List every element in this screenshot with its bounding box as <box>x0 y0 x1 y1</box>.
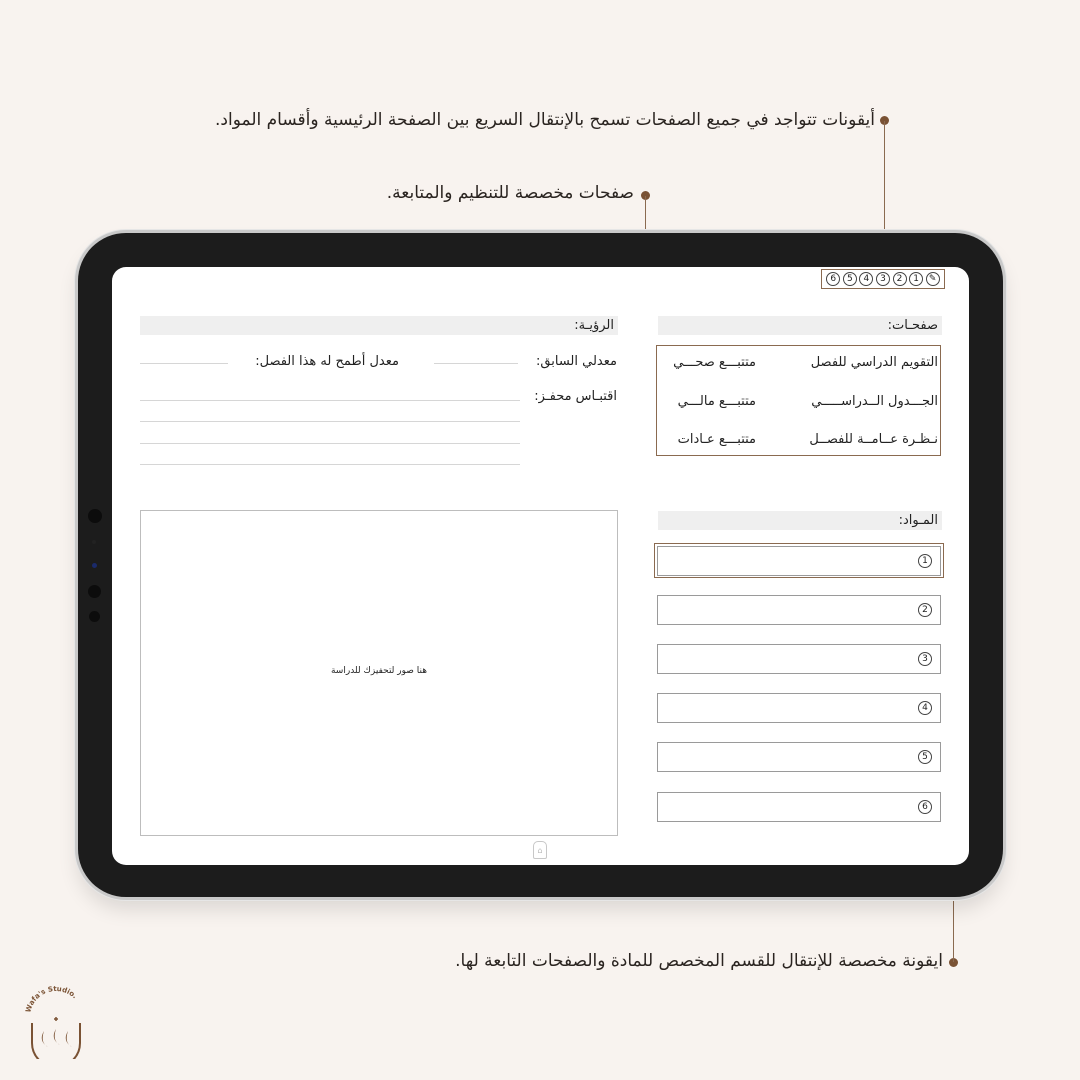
subject-2-icon[interactable]: 2 <box>918 603 932 617</box>
subject-row-1[interactable] <box>657 546 941 576</box>
home-icon[interactable]: ⌂ <box>533 841 547 859</box>
subject-row-4[interactable] <box>657 693 941 723</box>
quote-line-1[interactable] <box>140 400 520 401</box>
subject-5-icon[interactable]: 5 <box>918 750 932 764</box>
quick-nav-bar <box>821 269 945 289</box>
page-link-health-tracker[interactable]: متتبـــع صحـــي <box>673 355 756 370</box>
previous-gpa-label: معدلي السابق: <box>536 354 617 369</box>
callout-bottom: ايقونة مخصصة للإنتقال للقسم المخصص للمادة والصفحات التابعة لها. <box>455 951 943 971</box>
vision-header: الرؤيـة: <box>140 316 618 335</box>
subject-4-icon[interactable]: 4 <box>918 701 932 715</box>
subjects-header: المـواد: <box>658 511 942 530</box>
subject-6-icon[interactable]: 6 <box>918 800 932 814</box>
logo-text: Wafa's Studio. <box>24 984 79 1014</box>
subject-3-icon[interactable]: 3 <box>918 652 932 666</box>
page-link-schedule[interactable]: الجـــدول الــدراســـــي <box>811 394 938 409</box>
callout-top: أيقونات تتواجد في جميع الصفحات تسمح بالإنتقال السريع بين الصفحة الرئيسية وأقسام المواد. <box>215 110 875 130</box>
page-link-academic-calendar[interactable]: التقويم الدراسي للفصل <box>810 355 938 370</box>
subject-1-icon[interactable]: 1 <box>918 554 932 568</box>
tablet-screen <box>112 267 969 865</box>
tablet-camera-2 <box>92 540 96 544</box>
subject-row-2[interactable] <box>657 595 941 625</box>
tablet-camera-1 <box>88 509 102 523</box>
target-gpa-label: معدل أطمح له هذا الفصل: <box>255 354 399 369</box>
quote-label: اقتبـاس محفـز: <box>534 389 617 404</box>
svg-text:Wafa's Studio. <box>24 985 78 1014</box>
page-link-finance-tracker[interactable]: متتبـــع مالـــي <box>677 394 756 409</box>
edit-icon[interactable]: ✎ <box>926 272 940 286</box>
subject-row-5[interactable] <box>657 742 941 772</box>
pages-header: صفحـات: <box>658 316 942 335</box>
quote-line-2[interactable] <box>140 421 520 422</box>
nav-subject-5-icon[interactable]: 5 <box>843 272 857 286</box>
page-link-habit-tracker[interactable]: متتبـــع عـادات <box>677 432 756 447</box>
tablet-camera-3 <box>92 563 97 568</box>
subject-row-3[interactable] <box>657 644 941 674</box>
callout-middle: صفحات مخصصة للتنظيم والمتابعة. <box>386 183 634 203</box>
target-gpa-line[interactable] <box>140 363 228 364</box>
subject-row-6[interactable] <box>657 792 941 822</box>
previous-gpa-line[interactable] <box>434 363 518 364</box>
motivation-photo-box[interactable] <box>140 510 618 836</box>
pages-box <box>656 345 941 456</box>
photo-caption: هنا صور لتحفيزك للدراسة <box>330 666 427 676</box>
nav-subject-1-icon[interactable]: 1 <box>909 272 923 286</box>
quote-line-3[interactable] <box>140 443 520 444</box>
nav-subject-4-icon[interactable]: 4 <box>859 272 873 286</box>
tablet-camera-4 <box>88 585 101 598</box>
page-link-semester-overview[interactable]: نـظـرة عــامــة للفصــل <box>809 432 938 447</box>
quote-line-4[interactable] <box>140 464 520 465</box>
nav-subject-2-icon[interactable]: 2 <box>893 272 907 286</box>
wafas-studio-logo <box>24 983 88 1059</box>
nav-subject-3-icon[interactable]: 3 <box>876 272 890 286</box>
nav-subject-6-icon[interactable]: 6 <box>826 272 840 286</box>
tablet-camera-5 <box>89 611 100 622</box>
